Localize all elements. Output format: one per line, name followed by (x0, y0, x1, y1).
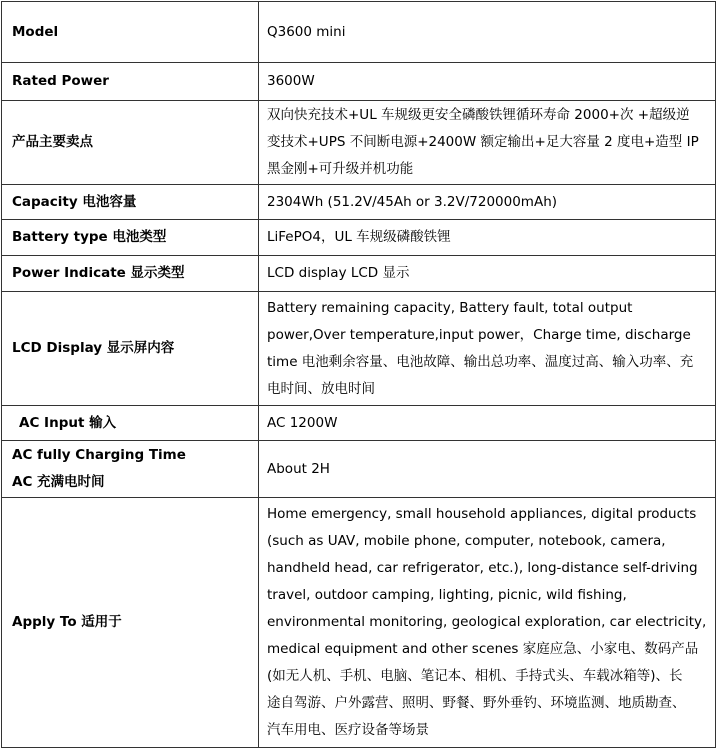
label-line: AC fully Charging Time (12, 447, 186, 463)
label-line: 产品主要卖点 (12, 134, 93, 150)
row-label (2, 220, 259, 256)
table-row (2, 185, 716, 220)
table-row (2, 63, 716, 101)
row-value (259, 498, 716, 748)
row-label (2, 498, 259, 748)
row-value (259, 256, 716, 292)
value-line: 黑金刚+可升级并机功能 (267, 161, 414, 177)
value-line: travel, outdoor camping, lighting, picnic, wild fishing, (267, 587, 627, 603)
label-line: Rated Power (12, 73, 109, 89)
row-label (2, 2, 259, 63)
value-line: 2304Wh (51.2V/45Ah or 3.2V/720000mAh) (267, 193, 558, 210)
row-value (259, 2, 716, 63)
table-row (2, 441, 716, 498)
row-label (2, 256, 259, 292)
table-row (2, 256, 716, 292)
value-line: 变技术+UPS 不间断电源+2400W 额定输出+足大容量 2 度电+造型 IP (267, 134, 699, 150)
value-line: LiFePO4，UL 车规级磷酸铁锂 (267, 229, 451, 245)
row-value (259, 63, 716, 101)
label-line: Capacity 电池容量 (12, 193, 137, 210)
row-value (259, 185, 716, 220)
row-label (2, 441, 259, 498)
value-line: 途自驾游、户外露营、照明、野餐、野外垂钓、环境监测、地质勘查、 (267, 695, 686, 711)
value-line: power,Over temperature,input power，Charge time, discharge (267, 326, 691, 343)
row-label (2, 185, 259, 220)
value-line: LCD display LCD 显示 (267, 265, 410, 281)
label-line: AC Input 输入 (19, 414, 117, 431)
value-line: 汽车用电、医疗设备等场景 (267, 722, 429, 738)
label-line: LCD Display 显示屏内容 (12, 340, 175, 356)
table-row (2, 498, 716, 748)
table-row (2, 101, 716, 185)
value-line: About 2H (267, 460, 330, 477)
table-row (2, 292, 716, 406)
value-line: medical equipment and other scenes 家庭应急、小家电、数码产品 (267, 641, 699, 657)
row-value (259, 441, 716, 498)
label-line: Power Indicate 显示类型 (12, 265, 185, 281)
value-line: (如无人机、手机、电脑、笔记本、相机、手持式头、车载冰箱等)、长 (267, 668, 683, 684)
value-line: 双向快充技术+UL 车规级更安全磷酸铁锂循环寿命 2000+次 +超级逆 (267, 107, 690, 123)
row-label (2, 406, 259, 441)
label-line: Apply To 适用于 (12, 614, 122, 630)
row-value (259, 406, 716, 441)
row-value (259, 220, 716, 256)
label-line: Model (12, 23, 59, 40)
value-line: environmental monitoring, geological exploration, car electricity, (267, 614, 707, 630)
value-line: Battery remaining capacity, Battery fault, total output (267, 299, 633, 316)
table-row (2, 220, 716, 256)
value-line: AC 1200W (267, 414, 338, 431)
value-line: (such as UAV, mobile phone, computer, notebook, camera, (267, 533, 666, 549)
table-row (2, 2, 716, 63)
value-line: Home emergency, small household appliances, digital products (267, 506, 697, 522)
row-value (259, 292, 716, 406)
value-line: Q3600 mini (267, 23, 346, 40)
table-row (2, 406, 716, 441)
value-line: 3600W (267, 73, 315, 89)
row-label (2, 63, 259, 101)
label-line: Battery type 电池类型 (12, 229, 167, 245)
value-line: handheld head, car refrigerator, etc.), long-distance self-driving (267, 560, 698, 576)
spec-table (1, 1, 716, 748)
row-label (2, 292, 259, 406)
row-value (259, 101, 716, 185)
label-line: AC 充满电时间 (12, 474, 105, 490)
row-label (2, 101, 259, 185)
value-line: 电时间、放电时间 (267, 380, 375, 397)
value-line: time 电池剩余容量、电池故障、输出总功率、温度过高、输入功率、充 (267, 353, 694, 370)
